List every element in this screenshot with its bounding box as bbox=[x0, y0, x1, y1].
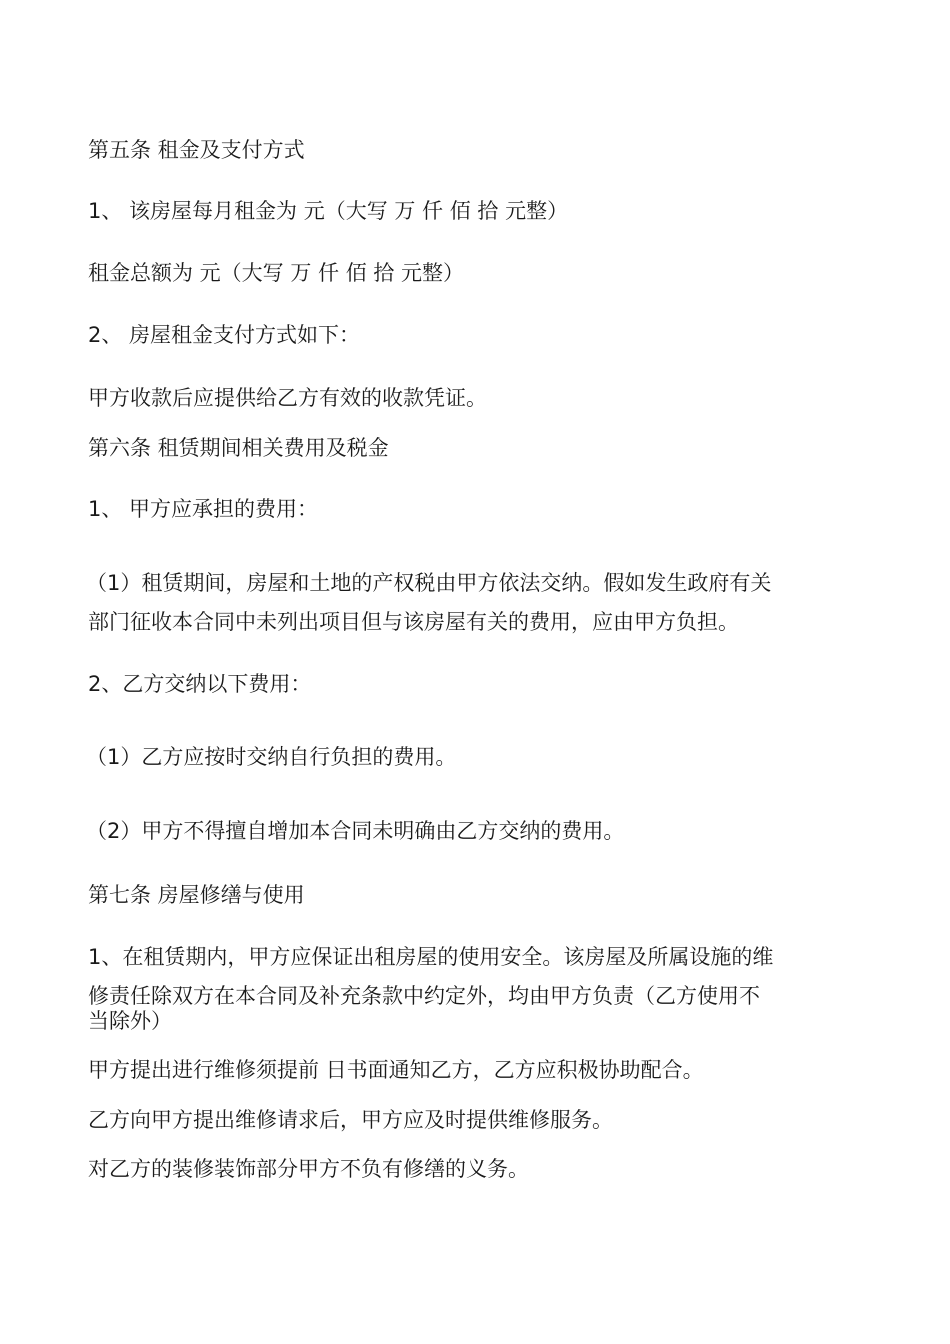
repair-clause-line-3: 当除外） bbox=[88, 1009, 172, 1033]
decoration-line: 对乙方的装修装饰部分甲方不负有修缮的义务。 bbox=[88, 1157, 529, 1181]
party-b-fees-line: 2、乙方交纳以下费用： bbox=[88, 672, 312, 696]
article-6-heading: 第六条 租赁期间相关费用及税金 bbox=[88, 436, 389, 460]
repair-request-line: 乙方向甲方提出维修请求后，甲方应及时提供维修服务。 bbox=[88, 1108, 613, 1132]
rent-monthly-line: 1、 该房屋每月租金为 元（大写 万 仟 佰 拾 元整） bbox=[88, 199, 569, 223]
repair-clause-line-2: 修责任除双方在本合同及补充条款中约定外，均由甲方负责（乙方使用不 bbox=[88, 984, 760, 1008]
repair-clause-line-1: 1、在租赁期内，甲方应保证出租房屋的使用安全。该房屋及所属设施的维 bbox=[88, 945, 774, 969]
repair-notice-line: 甲方提出进行维修须提前 日书面通知乙方，乙方应积极协助配合。 bbox=[88, 1058, 704, 1082]
rent-total-line: 租金总额为 元（大写 万 仟 佰 拾 元整） bbox=[88, 261, 465, 285]
party-a-fees-line: 1、 甲方应承担的费用： bbox=[88, 497, 319, 521]
article-7-heading: 第七条 房屋修缮与使用 bbox=[88, 883, 305, 907]
party-a-fee-item-1-line-2: 部门征收本合同中未列出项目但与该房屋有关的费用，应由甲方负担。 bbox=[88, 610, 739, 634]
payment-method-line: 2、 房屋租金支付方式如下： bbox=[88, 323, 361, 347]
party-a-fee-item-1-line-1: （1）租赁期间，房屋和土地的产权税由甲方依法交纳。假如发生政府有关 bbox=[86, 571, 772, 595]
party-b-fee-item-2: （2）甲方不得擅自增加本合同未明确由乙方交纳的费用。 bbox=[86, 819, 625, 843]
party-b-fee-item-1: （1）乙方应按时交纳自行负担的费用。 bbox=[86, 745, 457, 769]
article-5-heading: 第五条 租金及支付方式 bbox=[88, 138, 305, 162]
receipt-line: 甲方收款后应提供给乙方有效的收款凭证。 bbox=[88, 386, 487, 410]
